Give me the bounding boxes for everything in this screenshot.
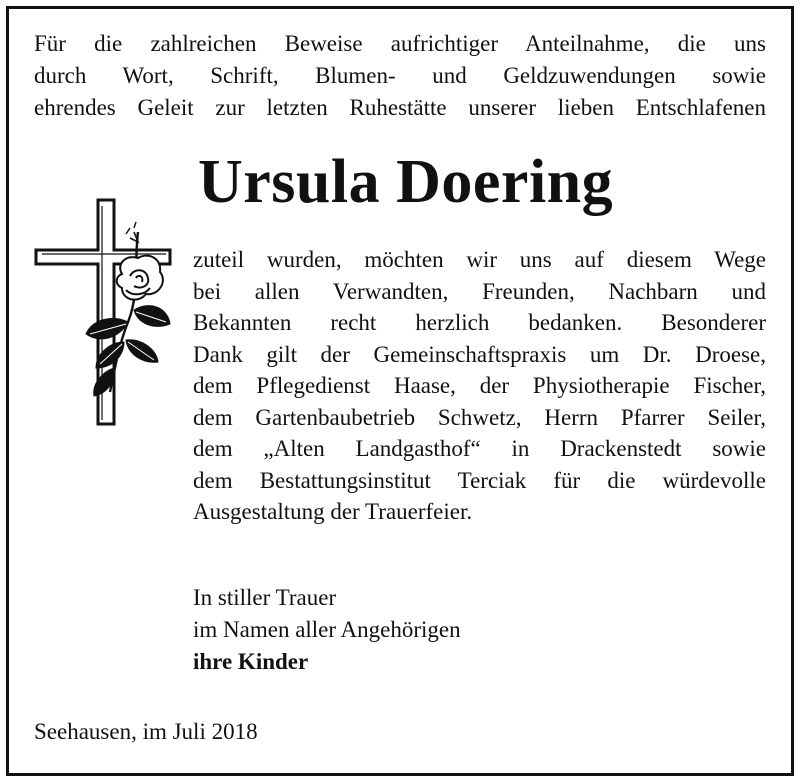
message-line: bei allen Verwandten, Freunden, Nachbarn und xyxy=(193,278,766,304)
cross-with-rose-icon xyxy=(30,192,176,432)
intro-line: ehrendes Geleit zur letzten Ruhestätte unserer lieben Entschlafenen xyxy=(34,95,766,120)
message-line: dem Gartenbaubetrieb Schwetz, Herrn Pfarrer Seiler, xyxy=(193,404,766,430)
closing-line: im Namen aller Angehörigen xyxy=(193,617,461,642)
message-line: Bekannten recht herzlich bedanken. Besonderer xyxy=(193,310,766,335)
message-line: dem Pflegedienst Haase, der Physiotherapie Fischer, xyxy=(193,373,766,398)
message-line: Dank gilt der Gemeinschaftspraxis um Dr. Droese, xyxy=(193,341,766,367)
message-line: zuteil wurden, möchten wir uns auf diesem Wege xyxy=(193,247,766,272)
intro-line: durch Wort, Schrift, Blumen- und Geldzuwendungen sowie xyxy=(34,63,766,88)
message-line: Ausgestaltung der Trauerfeier. xyxy=(193,499,473,524)
thank-you-paragraph xyxy=(193,244,766,528)
deceased-name: Ursula Doering xyxy=(198,148,614,216)
closing-block xyxy=(193,582,461,678)
signers: ihre Kinder xyxy=(193,649,309,674)
closing-line: In stiller Trauer xyxy=(193,585,337,610)
intro-paragraph xyxy=(34,28,766,124)
intro-line: Für die zahlreichen Beweise aufrichtiger Anteilnahme, die uns xyxy=(34,31,766,56)
message-line: dem „Alten Landgasthof“ in Drackenstedt sowie xyxy=(193,436,766,461)
message-line: dem Bestattungsinstitut Terciak für die würdevolle xyxy=(193,467,766,493)
place-date: Seehausen, im Juli 2018 xyxy=(34,719,258,744)
